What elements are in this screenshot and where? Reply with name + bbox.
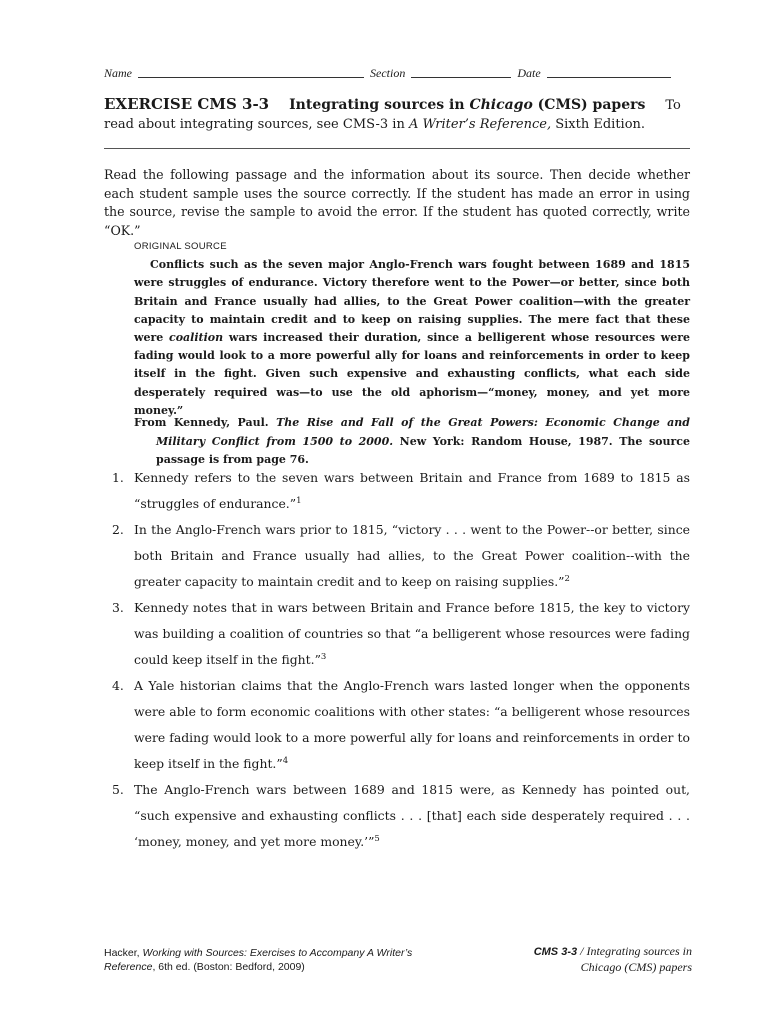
instructions: Read the following passage and the information about its source. Then decide whether each student sample uses the source correctly. If the student has made an error in using the source, revise the sample to avoid the error. If the student has quoted correctly, write “OK.” <box>104 167 690 238</box>
list-item: 3. Kennedy notes that in wars between Britain and France before 1815, the key to victory was building a coalition of countries so that “a belligerent whose resources were fading could keep itself in the fight.”$^3$ <box>112 600 690 667</box>
exercise-number: EXERCISE CMS 3-3 <box>104 95 270 113</box>
heading-divider <box>104 148 690 149</box>
name-line[interactable] <box>138 77 364 78</box>
list-item: 4. A Yale historian claims that the Anglo-French wars lasted longer when the opponents were able to form economic coalitions with other states: “a belligerent whose resources were fading would look to a more powerful ally for loans and reinforcements in order to keep itself in the fight.”$^4$ <box>112 678 690 771</box>
source-citation: From Kennedy, Paul. The Rise and Fall of the Great Powers: Economic Change and Military Conflict from 1500 to 2000. New York: Random House, 1987. The source passage is from page 76. <box>134 416 690 466</box>
list-item: 1. Kennedy refers to the seven wars between Britain and France from 1689 to 1815 as “struggles of endurance.”$^1$ <box>112 470 690 511</box>
list-item: 5. The Anglo-French wars between 1689 and 1815 were, as Kennedy has pointed out, “such expensive and exhausting conflicts . . . [that] each side desperately required . . . ‘money, money, and yet more money.’”$^5$ <box>112 782 690 849</box>
reading-reference: To read about integrating sources, see CMS-3 in A Writer’s Reference, Sixth Edition. <box>104 98 681 132</box>
student-samples <box>104 465 690 855</box>
section-label: Section <box>370 66 406 80</box>
footer-credit: Hacker, Working with Sources: Exercises to Accompany A Writer’s Reference, 6th ed. (Boston: Bedford, 2009) <box>104 947 413 973</box>
source-passage: Conflicts such as the seven major Anglo-French wars fought between 1689 and 1815 were struggles of endurance. Victory therefore went to the Power—or better, since both Britain and France usually had allies, to the Great Power coalition—with the greater capacity to maintain credit and to keep on raising supplies. The mere fact that these were coalition wars increased their duration, since a belligerent whose resources were fading would look to a more powerful ally for loans and reinforcements in order to keep itself in the fight. Given such expensive and exhausting conflicts, what each side desperately required was—to use the old aphorism—“money, money, and yet more money.” <box>134 258 691 417</box>
footer-page-label: CMS 3-3 / Integrating sources in Chicago (CMS) papers <box>533 944 692 974</box>
exercise-heading <box>104 95 694 134</box>
student-info-bar <box>104 66 690 81</box>
source-heading: ORIGINAL SOURCE <box>134 241 227 252</box>
list-item: 2. In the Anglo-French wars prior to 1815, “victory . . . went to the Power--or better, since both Britain and France usually had allies, to the Great Power coalition--with the greater capacity to maintain credit and to keep on raising supplies.”$^2$ <box>112 522 690 589</box>
footer-code: CMS 3-3 <box>533 946 578 958</box>
name-label: Name <box>104 66 132 80</box>
date-line[interactable] <box>547 77 671 78</box>
exercise-title: Integrating sources in Chicago (CMS) papers <box>289 97 646 113</box>
section-line[interactable] <box>411 77 511 78</box>
date-label: Date <box>517 66 541 80</box>
original-source <box>134 238 690 420</box>
